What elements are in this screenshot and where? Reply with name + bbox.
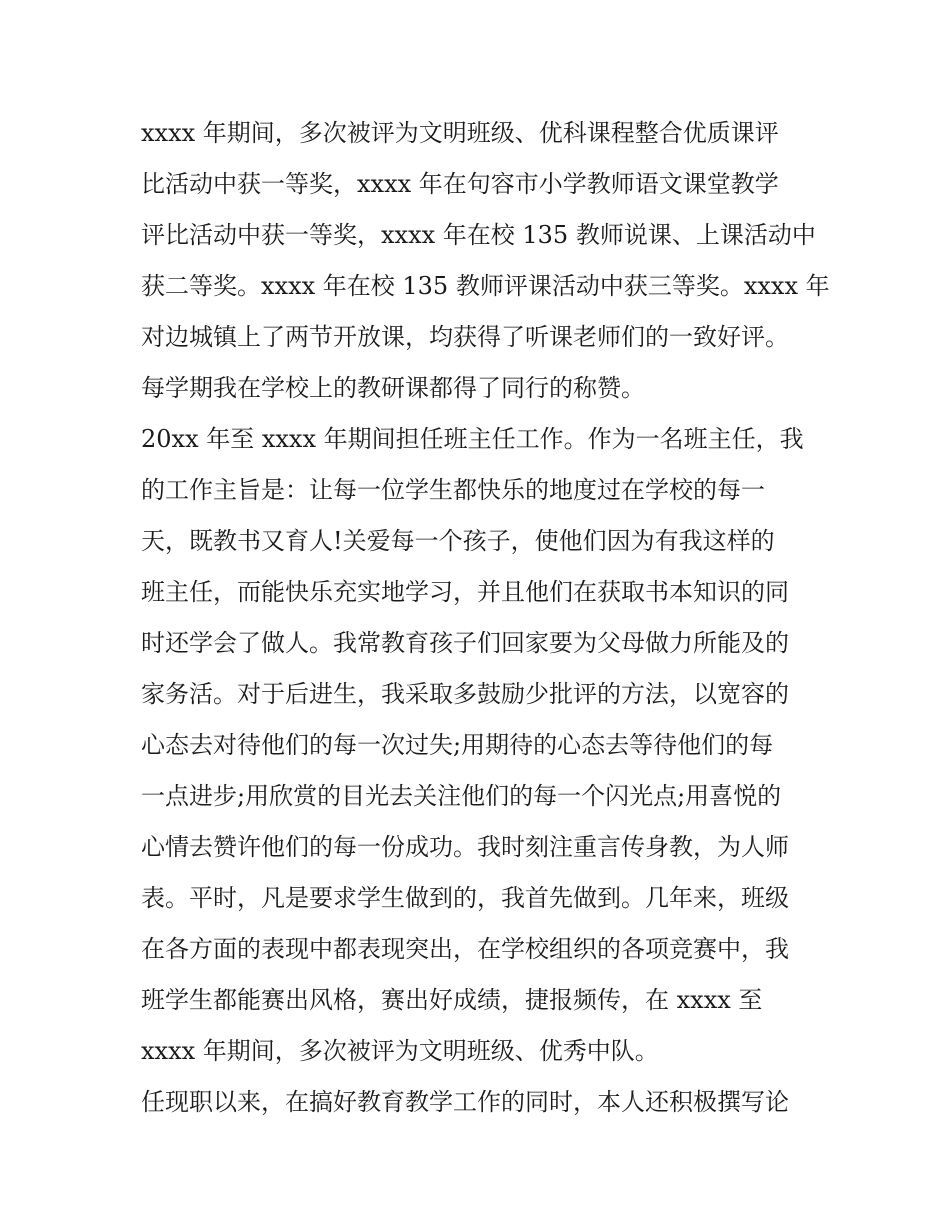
text-line: 天，既教书又育人!关爱每一个孩子，使他们因为有我这样的 [141, 527, 775, 555]
body-text [141, 108, 830, 1128]
text-line: 班主任，而能快乐充实地学习，并且他们在获取书本知识的同 [141, 578, 789, 606]
text-line: 任现职以来，在搞好教育教学工作的同时，本人还积极撰写论 [141, 1088, 789, 1116]
text-line: 表。平时，凡是要求学生做到的，我首先做到。几年来，班级 [141, 884, 789, 912]
text-line: 心情去赞许他们的每一份成功。我时刻注重言传身教，为人师 [141, 833, 789, 861]
text-line: 在各方面的表现中都表现突出，在学校组织的各项竞赛中，我 [141, 935, 789, 963]
text-line: xxxx 年期间，多次被评为文明班级、优科课程整合优质课评 [141, 119, 779, 147]
text-line: 获二等奖。xxxx 年在校 135 教师评课活动中获三等奖。xxxx 年 [141, 272, 830, 300]
text-line: 时还学会了做人。我常教育孩子们回家要为父母做力所能及的 [141, 629, 789, 657]
text-line: 评比活动中获一等奖，xxxx 年在校 135 教师说课、上课活动中 [141, 221, 816, 249]
text-line: 心态去对待他们的每一次过失;用期待的心态去等待他们的每 [141, 731, 774, 759]
text-line: 比活动中获一等奖，xxxx 年在句容市小学教师语文课堂教学 [141, 170, 779, 198]
text-line: 一点进步;用欣赏的目光去关注他们的每一个闪光点;用喜悦的 [141, 782, 782, 810]
text-line: 的工作主旨是：让每一位学生都快乐的地度过在学校的每一 [141, 476, 765, 504]
text-line: 每学期我在学校上的教研课都得了同行的称赞。 [141, 374, 645, 402]
text-line: 班学生都能赛出风格，赛出好成绩，捷报频传，在 xxxx 至 [141, 986, 763, 1014]
text-line: 家务活。对于后进生，我采取多鼓励少批评的方法，以宽容的 [141, 680, 789, 708]
text-line: 对边城镇上了两节开放课，均获得了听课老师们的一致好评。 [141, 323, 789, 351]
text-line: 20xx 年至 xxxx 年期间担任班主任工作。作为一名班主任，我 [141, 425, 804, 453]
text-line: xxxx 年期间，多次被评为文明班级、优秀中队。 [141, 1037, 659, 1065]
